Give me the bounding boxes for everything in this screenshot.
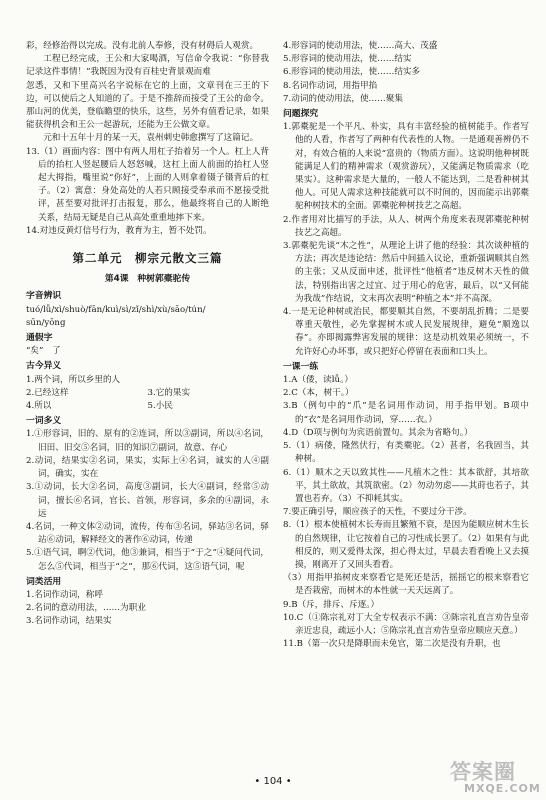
exercise-answer: 3.B（例句中的“爪”是名词用作动词，用手指甲划。B项中的“衣”是名词用作动词，穿……衣。） [283,401,529,425]
watermark-logo: 答案圈 [450,760,516,784]
gujin-item: 2.已经这样 [26,387,69,398]
exercise-answer: 8.（1）根本使植树木长寿而且繁殖不衰，是因为能顺应树木生长的自然规律，让它按着自己的习性成长罢了。（2）如果有与此相反的，则又爱得太深，担心得太过，早晨去看看晚上又去摸摸，刚离开了又回头看看。 [283,520,529,570]
left-column [26,40,269,629]
section-heading: 词类活用 [26,576,62,587]
paragraph: 彩，经修治得以完成。没有北前人奉修，没有材碍后人观赏。 [26,41,259,51]
word-usage-item: 6.形容词的使动用法，使……结实多 [283,67,421,78]
paragraph: 忽悉，又和下里高兴名字说标在它的上面，文章刊在三王的下边，可以使后之人知道的了。于是不推辞而接受了王公的命令。那山河的优美，登临瞻望的快乐，这些，另外有值看记录，如果能获得机会和王公一起游玩，还能为王公做文章。 [26,80,269,131]
paragraph: 工程已经完成，王公和大家喝酒，写信命令我说：“你替我记录这件事情！”我既因为没有百桂史背景观而难 [26,54,269,78]
section-heading: 一词多义 [26,416,62,427]
gujin-item: 5.小民 [147,401,173,412]
gujin-item: 1.两个词，所以乡里的人 [26,374,121,385]
inquiry-item: 1.郭橐驼是一个平凡、朴实，具有丰富经验的植树能手。作者写他的人看，作者写了两种有代表性的人物。一是通观善辨仍不对，有效合植的人来说“富贵的（物质方面）。这说明他种树既能满足人们的精神需求（观赏游玩），又能满足物质需求（吃果实）。这种需求是大量的，一般人不能达到，二是看种树其他人。可见人需求这种技能就可以不时间的，因而能示出郭橐驼种树技术的全面。郭橐驼种树技艺之高超。 [283,122,529,212]
exercise-answer: 9.B（斥，排斥、斥逐。） [283,599,380,610]
page-number: • 104 • [254,776,292,787]
gujin-row [26,400,269,413]
exercise-answer: 2.C（本，树干。） [283,388,354,399]
polysemy-item: 3.①动词，长大②名词，高度③副词，长大④副词，经常⑤动词，擅长⑥名词，官长、首领，形容词，多余的④副词，永远 [26,482,269,519]
watermark [444,756,544,796]
tongjia-item: “矣” 了 [26,346,61,357]
paragraph: 元和十五年十月的某一天，袁州刺史韩愈撰写了这篇记。 [43,133,259,144]
polysemy-item: 5.①语气词，啊②代词，他③兼词，相当于“于之”④疑问代词，怎么⑤代词，相当于“之”，那⑥代词，这⑤语气词，呢 [26,548,269,572]
polysemy-item: 2.动词，结果实②名词，果实，实际上④名词，诚实的人④副词，确实，实在 [26,455,269,480]
section-heading: 一课一练 [283,361,319,372]
answer-13: 13.（1）画面内容：图中有两人用杠子抬着另一个人。杠上人背后的抬杠人竖起腰后人怒怒喊，这杠上面人前面的抬杠人竖起大拇指，嘴里说“你好”，上面的人则拿着镊子镊背后的杠子。（2）寓意：身处高处的人若只顾接受奉承而不愿接受批评，甚至要对批评打击报复，那么，他最终将自己的人断绝关系，结局无疑是自己从高处重重地摔下来。 [26,146,269,223]
inquiry-item: 4.一是无论种树或治民，都要顺其自然，不要胡乱折腾；二是要尊重天敬性，必先掌握树木或人民发展规律，避免“顺逸以春”。亦即揭露弊害发展的规律：这是动机效果必须统一，不允许好心办坏事，或只把好心停留在表面和口头上。 [283,307,529,357]
word-usage-item: 3.名词作动词，结果实 [26,616,112,627]
watermark-url: MXQE.COM [464,782,541,795]
lesson-title: 第4课 种树郭橐驼传 [104,274,191,285]
exercise-answer: 10.C（①陈宗礼对丁大全专权表示不满：③陈宗礼直言劝告皇帝亲近忠良，疏远小人；⑤陈宗礼直言劝告皇帝应顺应天意。） [283,612,529,636]
section-heading: 字音辨识 [26,291,62,302]
exercise-answer: 5.（1）病偻，隆然伏行，有类橐驼。（2）甚者，名我固当，其种树。 [283,441,529,465]
polysemy-item: 1.①形容词，旧的、原有的②连词，所以③副词，所以④名词，旧田、旧交⑤名词，旧的知识⑦副词，故意、存心 [26,429,269,453]
exercise-answer: 6.（1）顺木之天以致其性——凡植木之性：其本欲舒，其培欲平，其土欲故，其筑欲密。（2）勿动勿虑——其莳也若子，其置也若弃。（3）不抑耗其实。 [283,467,529,504]
inquiry-item: 3.郭橐驼先谈“木之性”，从理论上讲了他的经验：其次谈种植的方法；再次是违论结：然后中间插入议论，重新强调顺其自然的主张；又从反面申述，批评性“他植者”违反树木天性的做法，特别指出害之过宜、过于用心的危害，最后，以“又何能为我哉”作结说，文末再次表明“种植之本”并不高深。 [283,241,529,304]
exercise-answer: 4.D（D项与例句为宾语前置句。其余为省略句。） [283,427,473,438]
gujin-row [26,387,269,400]
inquiry-item: 2.作者用对比描写的手法，从人、树两个角度来表现郭橐驼种树技艺之高超。 [283,214,529,238]
word-usage-item: 7.动词的使动用法，使……聚集 [283,93,403,104]
exercise-answer: 7.要正确引导，顺应孩子的天性，不要过分干涉。 [283,507,472,518]
section-heading: 问题探究 [283,109,319,120]
pinyin-line: sūn/yōng [26,317,66,328]
answer-14: 14.对违反黄灯信号行为，教育为主，暂不处罚。 [26,225,212,236]
word-usage-item: 8.名词作动词，用指甲掐 [283,80,378,91]
right-column [283,40,529,651]
pinyin-line: tuó/lǚ/xì/shuò/fān/kuì/sì/zǐ/shì/xù/sāo/tún/ [26,304,206,315]
polysemy-item: 4.名词，一种文体②动词，流传，传布③名词，驿站③名词，驿站⑥动词，解释经文的著作⑥动词，传递 [26,521,269,546]
unit-title: 第二单元 柳宗元散文三篇 [72,251,223,266]
word-usage-item: 5.形容词的使动用法，使……结实 [283,54,412,65]
gujin-item: 3.它的果实 [147,387,191,398]
exercise-answer: （3）用指甲掐树皮来察看它是死还是活，摇摇它的根来察看它是否栽密，而树木的本性就一天天远离了。 [283,573,529,597]
section-heading: 古今异义 [26,361,62,372]
gujin-item: 4.所以 [26,401,52,412]
exercise-answer: 1.A（倭，读lǚ。） [283,375,353,386]
section-heading: 通假字 [26,333,53,344]
word-usage-item: 1.名词作动词，称呼 [26,589,103,600]
exercise-answer: 11.B（第一次只是降职而未免官，第二次是没有升职，也 [283,639,501,650]
word-usage-item: 2.名词的意动用法，……为职业 [26,603,146,614]
word-usage-item: 4.形容词的使动用法，使……高大、茂盛 [283,41,438,51]
